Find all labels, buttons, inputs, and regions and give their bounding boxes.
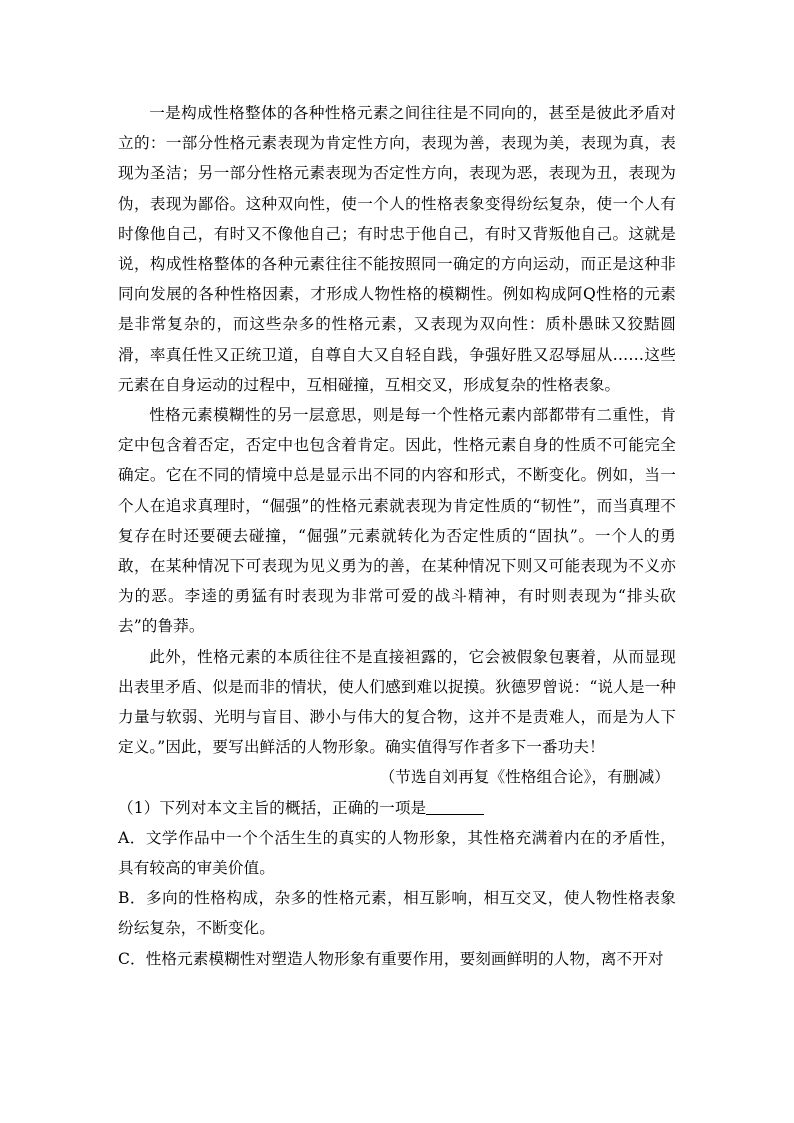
question-stem <box>118 793 676 823</box>
option-c: C．性格元素模糊性对塑造人物形象有重要作用，要刻画鲜明的人物，离不开对 <box>118 949 664 968</box>
passage-paragraph-1: 一是构成性格整体的各种性格元素之间往往是不同向的，甚至是彼此矛盾对立的：一部分性格元素表现为肯定性方向，表现为善，表现为美，表现为真，表现为圣洁；另一部分性格元素表现为否定性方向，表现为恶，表现为丑，表现为伪，表现为鄙俗。这种双向性，使一个人的性格表象变得纷纭复杂，使一个人有时像他自己，有时又不像他自己；有时忠于他自己，有时又背叛他自己。这就是说，构成性格整体的各种元素往往不能按照同一确定的方向运动，而正是这种非同向发展的各种性格因素，才形成人物性格的模糊性。例如构成阿Q性格的元素是非常复杂的，而这些杂多的性格元素，又表现为双向性：质朴愚昧又狡黠圆滑，率真任性又正统卫道，自尊自大又自轻自践，争强好胜又忍辱屈从……这些元素在自身运动的过程中，互相碰撞，互相交叉，形成复杂的性格表象。 <box>118 104 676 394</box>
passage-paragraph-3: 此外，性格元素的本质往往不是直接袒露的，它会被假象包裹着，从而显现出表里矛盾、似是而非的情状，使人们感到难以捉摸。狄德罗曾说：“说人是一种力量与软弱、光明与盲目、渺小与伟大的复合物，这并不是责难人，而是为人下定义。”因此，要写出鲜活的人物形象。确实值得写作者多下一番功夫！ <box>118 647 676 757</box>
option-b: B．多向的性格构成，杂多的性格元素，相互影响，相互交叉，使人物性格表象纷纭复杂，不断变化。 <box>118 889 676 938</box>
passage-source: （节选自刘再复《性格组合论》，有删减） <box>379 768 670 787</box>
document-page <box>118 98 676 974</box>
answer-blank[interactable] <box>426 798 484 815</box>
option-a: A．文学作品中一个个活生生的真实的人物形象，其性格充满着内在的矛盾性，具有较高的审美价值。 <box>118 828 676 878</box>
question-stem-text: （1）下列对本文主旨的概括，正确的一项是 <box>118 798 427 817</box>
passage-paragraph-2: 性格元素模糊性的另一层意思，则是每一个性格元素内部都带有二重性，肯定中包含着否定，否定中也包含着肯定。因此，性格元素自身的性质不可能完全确定。它在不同的情境中总是显示出不同的内容和形式，不断变化。例如，当一个人在追求真理时，“倔强”的性格元素就表现为肯定性质的“韧性”，而当真理不复存在时还要硬去碰撞，“倔强”元素就转化为否定性质的“固执”。一个人的勇敢，在某种情况下可表现为见义勇为的善，在某种情况下则又可能表现为不义亦为的恶。李逵的勇猛有时表现为非常可爱的战斗精神，有时则表现为“排头砍去”的鲁莽。 <box>118 406 676 636</box>
